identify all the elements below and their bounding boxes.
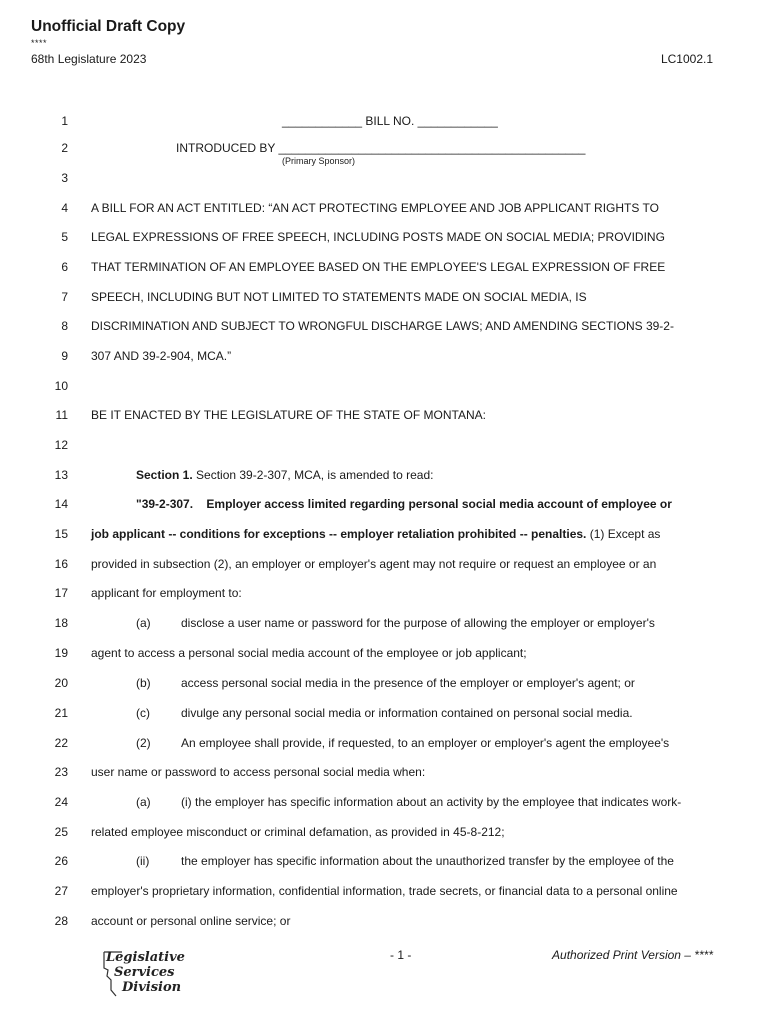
line-number: 18 — [54, 616, 68, 630]
bill-line — [0, 883, 770, 899]
line-text-part: (1) Except as — [586, 527, 661, 541]
introduced-by-line: INTRODUCED BY ______________________________________________ — [176, 141, 586, 155]
line-text: (i) the employer has specific information about an activity by the employee that indicates work- — [181, 795, 682, 809]
line-number: 20 — [54, 676, 68, 690]
line-number: 21 — [54, 706, 68, 720]
line-number: 14 — [54, 497, 68, 511]
section-title-cont: job applicant -- conditions for exceptions -- employer retaliation prohibited -- penalties. — [91, 527, 587, 541]
line-number: 8 — [61, 319, 68, 333]
logo-word-1: Legislative — [106, 950, 185, 965]
line-number: 27 — [54, 884, 68, 898]
bill-line — [0, 407, 770, 423]
bill-line — [0, 140, 770, 156]
line-number: 3 — [61, 171, 68, 185]
bill-line — [0, 496, 770, 512]
bill-line — [0, 824, 770, 840]
bill-line — [0, 113, 770, 129]
subsection-marker: (a) — [136, 795, 151, 809]
lc-number: LC1002.1 — [660, 52, 713, 66]
line-number: 16 — [54, 557, 68, 571]
legislative-services-division-logo — [100, 950, 190, 1000]
section-title: "39-2-307. Employer access limited regarding personal social media account of employee or — [136, 497, 672, 511]
print-version-label: Authorized Print Version – **** — [552, 948, 713, 962]
section-label: Section 1. — [136, 468, 193, 482]
line-text: user name or password to access personal social media when: — [91, 765, 426, 779]
bill-line — [0, 764, 770, 780]
bill-line — [0, 645, 770, 661]
page-number: - 1 - — [390, 948, 412, 962]
line-number: 23 — [54, 765, 68, 779]
bill-line — [0, 853, 770, 869]
bill-line — [0, 318, 770, 334]
line-number: 24 — [54, 795, 68, 809]
line-number: 10 — [54, 379, 68, 393]
bill-line — [0, 585, 770, 601]
document-title: Unofficial Draft Copy — [31, 18, 186, 35]
line-number: 13 — [54, 468, 68, 482]
line-text: provided in subsection (2), an employer or employer's agent may not require or request an employee or an — [91, 557, 657, 571]
line-number: 4 — [61, 201, 68, 215]
line-text: A BILL FOR AN ACT ENTITLED: “AN ACT PROTECTING EMPLOYEE AND JOB APPLICANT RIGHTS TO — [91, 201, 659, 215]
subsection-marker: (2) — [136, 736, 151, 750]
subsection-marker: (c) — [136, 706, 150, 720]
line-text: 307 AND 39-2-904, MCA.” — [91, 349, 232, 363]
line-number: 9 — [61, 349, 68, 363]
subsection-marker: (b) — [136, 676, 151, 690]
line-number: 11 — [55, 408, 68, 422]
line-text: employer's proprietary information, confidential information, trade secrets, or financial data to a personal online — [91, 884, 678, 898]
line-number: 28 — [54, 914, 68, 928]
line-number: 19 — [54, 646, 68, 660]
line-number: 1 — [61, 114, 68, 128]
enacting-clause: BE IT ENACTED BY THE LEGISLATURE OF THE STATE OF MONTANA: — [91, 408, 486, 422]
bill-line — [0, 526, 770, 542]
bill-line — [0, 675, 770, 691]
line-text: access personal social media in the presence of the employer or employer's agent; or — [181, 676, 635, 690]
line-number: 15 — [54, 527, 68, 541]
line-number: 6 — [61, 260, 68, 274]
primary-sponsor-note: (Primary Sponsor) — [282, 156, 356, 166]
line-text: applicant for employment to: — [91, 586, 242, 600]
line-number: 17 — [54, 586, 68, 600]
line-text — [91, 526, 660, 542]
draft-stars: **** — [31, 38, 48, 48]
bill-line — [0, 467, 770, 483]
logo-word-2: Services — [114, 965, 175, 980]
line-number: 7 — [61, 290, 68, 304]
subsection-marker: (a) — [136, 616, 151, 630]
bill-line — [0, 378, 770, 394]
bill-line — [0, 200, 770, 216]
bill-line — [0, 913, 770, 929]
line-text: related employee misconduct or criminal defamation, as provided in 45-8-212; — [91, 825, 505, 839]
logo-word-3: Division — [122, 980, 182, 995]
line-text: SPEECH, INCLUDING BUT NOT LIMITED TO STATEMENTS MADE ON SOCIAL MEDIA, IS — [91, 290, 587, 304]
line-number: 12 — [54, 438, 68, 452]
bill-line — [0, 170, 770, 186]
subsection-marker: (ii) — [136, 854, 150, 868]
bill-line — [0, 229, 770, 245]
line-number: 5 — [61, 230, 68, 244]
line-text: the employer has specific information about the unauthorized transfer by the employee of the — [181, 854, 674, 868]
bill-line — [0, 705, 770, 721]
bill-line — [0, 348, 770, 364]
bill-line — [0, 259, 770, 275]
bill-line — [0, 289, 770, 305]
line-text: Section 39-2-307, MCA, is amended to read: — [192, 468, 434, 482]
line-number: 26 — [54, 854, 68, 868]
session-label: 68th Legislature 2023 — [31, 52, 147, 66]
line-number: 25 — [54, 825, 68, 839]
line-text: account or personal online service; or — [91, 914, 291, 928]
bill-line — [0, 794, 770, 810]
line-text: THAT TERMINATION OF AN EMPLOYEE BASED ON THE EMPLOYEE'S LEGAL EXPRESSION OF FREE — [91, 260, 666, 274]
line-number: 2 — [61, 141, 68, 155]
bill-line — [0, 735, 770, 751]
bill-number-line: ____________ BILL NO. ____________ — [282, 114, 498, 128]
line-text: An employee shall provide, if requested, to an employer or employer's agent the employee's — [181, 736, 670, 750]
bill-line — [0, 437, 770, 453]
line-text: LEGAL EXPRESSIONS OF FREE SPEECH, INCLUDING POSTS MADE ON SOCIAL MEDIA; PROVIDING — [91, 230, 665, 244]
line-text: DISCRIMINATION AND SUBJECT TO WRONGFUL DISCHARGE LAWS; AND AMENDING SECTIONS 39-2- — [91, 319, 674, 333]
line-text: agent to access a personal social media account of the employee or job applicant; — [91, 646, 527, 660]
bill-line — [0, 615, 770, 631]
line-text: divulge any personal social media or information contained on personal social media. — [181, 706, 633, 720]
section-heading — [136, 467, 433, 483]
line-text: disclose a user name or password for the purpose of allowing the employer or employer's — [181, 616, 655, 630]
bill-line — [0, 556, 770, 572]
line-number: 22 — [54, 736, 68, 750]
